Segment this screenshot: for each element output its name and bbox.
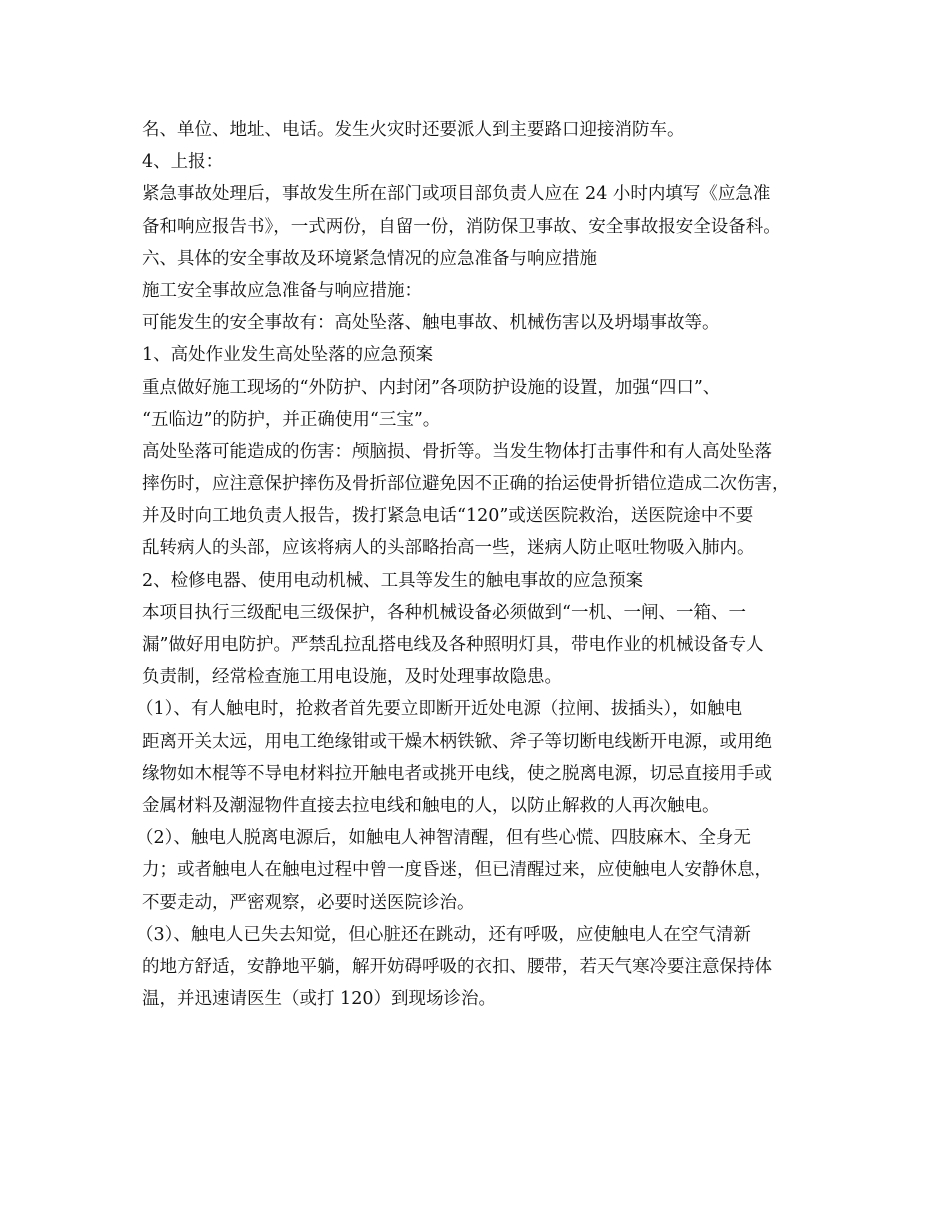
text-line: 的地方舒适，安静地平躺，解开妨碍呼吸的衣扣、腰带，若天气寒冷要注意保持体 (142, 956, 772, 977)
text-line: 距离开关太远，用电工绝缘钳或干燥木柄铁锨、斧子等切断电线断开电源，或用绝 (142, 731, 772, 752)
text-line: 可能发生的安全事故有：高处坠落、触电事故、机械伤害以及坍塌事故等。 (142, 313, 720, 334)
subsection-heading: 2、检修电器、使用电动机械、工具等发生的触电事故的应急预案 (142, 570, 644, 591)
text-line: （2）、触电人脱离电源后，如触电人神智清醒，但有些心慌、四肢麻木、全身无 (136, 828, 751, 849)
text-line: 施工安全事故应急准备与响应措施： (142, 280, 422, 301)
text-line: 力；或者触电人在触电过程中曾一度昏迷，但已清醒过来，应使触电人安静休息， (142, 860, 772, 881)
text-line: 备和响应报告书》，一式两份，自留一份，消防保卫事故、安全事故报安全设备科。 (142, 216, 781, 237)
text-line: （1）、有人触电时，抢救者首先要立即断开近处电源（拉闸、拔插头），如触电 (136, 699, 743, 720)
subsection-heading: 1、高处作业发生高处坠落的应急预案 (142, 345, 434, 366)
text-line: 并及时向工地负责人报告，拨打紧急电话“120”或送医院救治，送医院途中不要 (142, 506, 754, 527)
text-line: 漏”做好用电防护。严禁乱拉乱搭电线及各种照明灯具，带电作业的机械设备专人 (142, 635, 764, 655)
text-line: “五临边”的防护，并正确使用“三宝”。 (142, 409, 441, 430)
text-line: 温，并迅速请医生（或打 120）到现场诊治。 (142, 989, 496, 1010)
text-line: 不要走动，严密观察，必要时送医院诊治。 (142, 892, 475, 913)
text-line: 本项目执行三级配电三级保护，各种机械设备必须做到“一机、一闸、一箱、一 (142, 602, 746, 623)
text-line: 重点做好施工现场的“外防护、内封闭”各项防护设施的设置，加强“四口”、 (142, 377, 721, 398)
text-line: 负责制，经常检查施工用电设施，及时处理事故隐患。 (142, 667, 562, 688)
text-line: 高处坠落可能造成的伤害：颅脑损、骨折等。当发生物体打击事件和有人高处坠落 (142, 441, 772, 462)
body-text (136, 114, 842, 1015)
text-line: 金属材料及潮湿物件直接去拉电线和触电的人，以防止解救的人再次触电。 (142, 795, 720, 816)
text-line: 乱转病人的头部，应该将病人的头部略抬高一些，迷病人防止呕吐物吸入肺内。 (142, 538, 755, 559)
text-line: 缘物如木棍等不导电材料拉开触电者或挑开电线，使之脱离电源，切忌直接用手或 (142, 763, 772, 784)
text-line: 紧急事故处理后，事故发生所在部门或项目部负责人应在 24 小时内填写《应急准 (142, 184, 771, 205)
text-line: 名、单位、地址、电话。发生火灾时还要派人到主要路口迎接消防车。 (142, 120, 685, 140)
text-line: 摔伤时，应注意保护摔伤及骨折部位避免因不正确的抬运使骨折错位造成二次伤害， (142, 474, 790, 495)
section-heading: 六、具体的安全事故及环境紧急情况的应急准备与响应措施 (142, 248, 597, 269)
text-line: 4、上报： (142, 152, 224, 173)
text-line: （3）、触电人已失去知觉，但心脏还在跳动，还有呼吸，应使触电人在空气清新 (136, 924, 751, 945)
